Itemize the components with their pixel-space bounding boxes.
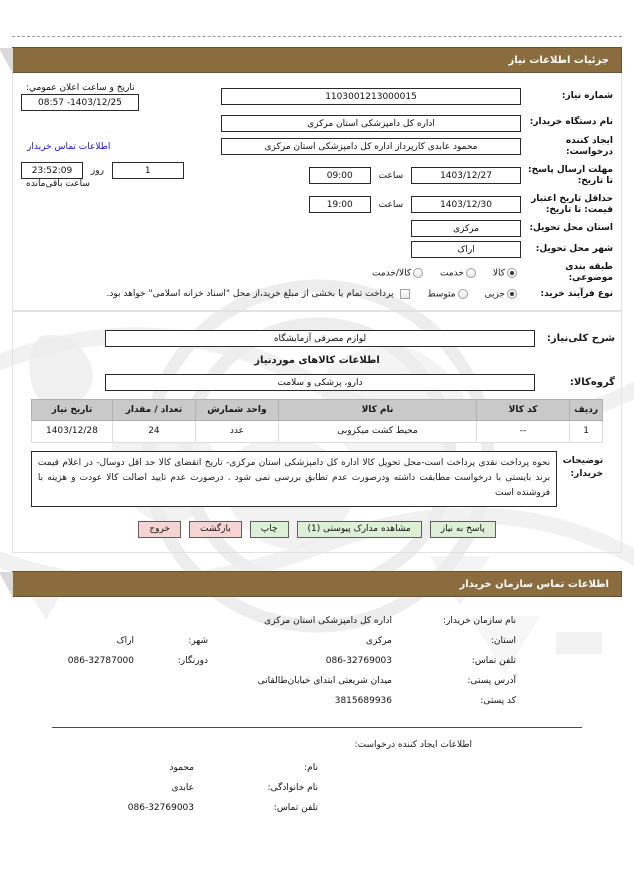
cell-quantity: 24 (112, 420, 195, 442)
contact-spacer-1 (518, 631, 622, 651)
classification-option-0[interactable] (493, 268, 521, 279)
contact-postal-value: 3815689936 (334, 695, 392, 706)
need-details-panel (12, 73, 622, 311)
description-text: نحوه پرداخت نقدی پرداخت است-محل تحویل کالا اداره کل دامپزشکی استان مرکزی- تاریخ انقضای کالا حد اقل دوسال- در اعلام قیمت برند بایستی با درخواست مطابقت داشته ودرصورت عدم تطابق بررسی نمی شود . درصورت عدم تایید اصالت کالا عودت و هزینه با فروشنده است (31, 451, 557, 507)
table-row[interactable] (31, 420, 602, 442)
validity-date-field[interactable]: 1403/12/30 (411, 196, 521, 213)
remaining-days-field[interactable]: 1 (112, 162, 184, 179)
classification-option-0-label: کالا (492, 268, 505, 279)
treasury-note: پرداخت تمام یا بخشی از مبلغ خرید،از محل "اسناد خزانه اسلامی" خواهد بود. (106, 289, 394, 299)
remaining-days-unit: روز (90, 165, 104, 176)
top-divider (12, 36, 622, 37)
page-root (0, 36, 634, 818)
process-radio-medium[interactable] (458, 289, 468, 299)
province-spacer (19, 218, 209, 239)
buyer-org-spacer (19, 113, 209, 134)
creator-last-name-row (12, 778, 622, 798)
creator-first-name-row (12, 758, 622, 778)
corner-shape (0, 48, 13, 74)
contact-city-value: اراک (116, 635, 134, 646)
col-need-date: تاریخ نیاز (31, 399, 112, 420)
classification-label: طبقه بندی موضوعی: (565, 262, 613, 284)
need-details-section-header (12, 47, 622, 73)
creator-phone-value: 086-32769003 (127, 802, 194, 813)
corner-shape-2 (0, 572, 13, 598)
col-row: ردیف (570, 399, 603, 420)
creator-cell (209, 134, 523, 161)
creator-phone-row (12, 798, 622, 818)
city-row (19, 239, 615, 260)
contact-fax-value: 086-32787000 (67, 655, 134, 666)
validity-time-field[interactable]: 19:00 (309, 196, 371, 213)
goods-table-header-row (31, 399, 602, 420)
need-number-cell (209, 81, 523, 113)
creator-field[interactable]: محمود عابدی کارپرداز اداره کل دامپزشکی استان مرکزی (221, 138, 521, 155)
process-options-cell (19, 287, 523, 302)
description-label: توضیحات خریدار: (562, 455, 604, 480)
classification-row (19, 260, 615, 287)
col-code: کد کالا (477, 399, 570, 420)
col-name: نام کالا (278, 399, 476, 420)
contact-city-label: شهر: (188, 635, 208, 646)
creator-last-name-label: نام خانوادگی: (267, 782, 318, 793)
contact-org-label: نام سازمان خریدار: (443, 615, 516, 626)
goods-group-label: گروه‌کالا: (569, 376, 615, 388)
province-field[interactable]: مرکزی (411, 220, 521, 237)
need-details-form (19, 81, 615, 302)
announce-label: تاریخ و ساعت اعلان عمومي: (26, 83, 135, 93)
creator-spacer-1 (320, 778, 622, 798)
deadline-cell (209, 160, 523, 192)
cell-need-date: 1403/12/28 (31, 420, 112, 442)
creator-spacer-2 (320, 798, 622, 818)
announce-datetime-field[interactable]: 1403/12/25- 08:57 (21, 94, 139, 111)
city-cell (209, 239, 523, 260)
buyer-org-cell (209, 113, 523, 134)
cell-unit: عدد (195, 420, 278, 442)
exit-button[interactable]: خروج (138, 521, 181, 538)
need-number-row (19, 81, 615, 113)
city-field[interactable]: اراک (411, 241, 521, 258)
process-radio-minor[interactable] (507, 289, 517, 299)
process-label: نوع فرآیند خرید: (540, 288, 613, 299)
buyer-org-label: نام دستگاه خریدار: (529, 117, 613, 128)
buyer-contact-link[interactable]: اطلاعات تماس خریدار (27, 141, 111, 152)
contact-spacer-4 (518, 691, 622, 711)
contact-postal-label: کد پستی: (480, 695, 516, 706)
process-option-0[interactable] (484, 289, 521, 300)
summary-row (19, 330, 615, 347)
validity-row (19, 192, 615, 219)
creator-phone-label: تلفن تماس: (273, 802, 318, 813)
goods-group-field[interactable]: دارو، پزشکی و سلامت (105, 374, 535, 391)
remaining-label: ساعت باقی‌مانده (26, 179, 90, 189)
contact-org-value: اداره کل دامپزشکی استان مرکزی (264, 615, 392, 626)
contact-postal-row (12, 691, 622, 711)
announce-cell (19, 81, 209, 113)
back-button[interactable]: بازگشت (189, 521, 242, 538)
need-number-label: شماره نیاز: (561, 91, 613, 102)
creator-contact-table (12, 758, 622, 818)
view-attachments-button[interactable]: مشاهده مدارک پیوستی (1) (297, 521, 422, 538)
buyer-contact-section-header (12, 571, 622, 597)
contact-address-label: آدرس پستی: (467, 675, 516, 686)
cell-name: محیط کشت میکروبی (278, 420, 476, 442)
contact-phone-label: تلفن تماس: (471, 655, 516, 666)
contact-spacer-3 (518, 671, 622, 691)
respond-to-need-button[interactable]: پاسخ به نیاز (430, 521, 496, 538)
buyer-org-row (19, 113, 615, 134)
action-button-bar (19, 521, 615, 538)
classification-radio-goods-service[interactable] (413, 268, 423, 278)
buyer-contact-link-cell (19, 134, 209, 161)
col-unit: واحد شمارش (195, 399, 278, 420)
goods-table-head (31, 399, 602, 420)
creator-contact-heading: اطلاعات ایجاد کننده درخواست: (354, 739, 472, 750)
process-option-1[interactable] (427, 289, 471, 300)
contact-province-row (12, 631, 622, 651)
buyer-contact-table (12, 611, 622, 711)
deadline-time-field[interactable]: 09:00 (309, 167, 371, 184)
creator-label: ایجاد کننده درخواست: (565, 135, 613, 157)
goods-info-heading: اطلاعات کالاهای موردنیاز (254, 354, 380, 366)
province-label: استان محل تحویل: (529, 222, 613, 233)
contact-address-row (12, 671, 622, 691)
classification-radio-goods[interactable] (507, 268, 517, 278)
creator-first-name-value: محمود (169, 762, 194, 773)
classification-option-1[interactable] (440, 268, 480, 279)
deadline-hour-label: ساعت (378, 170, 404, 181)
validity-label: حداقل تاریخ اعتبار قیمت: تا تاریخ: (531, 193, 613, 215)
validity-cell (209, 192, 523, 219)
contact-org-row (12, 611, 622, 631)
process-row (19, 287, 615, 302)
city-spacer (19, 239, 209, 260)
summary-field[interactable]: لوازم مصرفی آزمایشگاه (105, 330, 535, 347)
classification-options-cell (19, 260, 523, 287)
classification-option-1-label: خدمت (440, 268, 464, 279)
process-option-0-label: جزیی (484, 289, 505, 300)
contact-province-value: مرکزی (365, 635, 392, 646)
need-number-field[interactable]: 1103001213000015 (221, 88, 521, 105)
validity-spacer (19, 192, 209, 219)
goods-group-row (19, 374, 615, 391)
province-cell (209, 218, 523, 239)
classification-option-2-label: کالا/خدمت (371, 268, 412, 279)
cell-code: -- (477, 420, 570, 442)
province-row (19, 218, 615, 239)
process-option-1-label: متوسط (427, 289, 456, 300)
goods-table-body (31, 420, 602, 442)
validity-hour-label: ساعت (378, 199, 404, 210)
classification-option-2[interactable] (372, 268, 427, 279)
contact-phone-value: 086-32769003 (325, 655, 392, 666)
need-details-title: جزئیات اطلاعات نیاز (508, 55, 609, 66)
goods-table (31, 399, 603, 443)
deadline-row (19, 160, 615, 192)
description-row (31, 451, 603, 507)
contact-phone-row (12, 651, 622, 671)
col-quantity: تعداد / مقدار (112, 399, 195, 420)
buyer-org-field[interactable]: اداره کل دامپزشکی استان مرکزی (221, 115, 521, 132)
cell-row: 1 (570, 420, 603, 442)
remaining-cell (19, 160, 209, 192)
contact-spacer-0 (518, 611, 622, 631)
creator-first-name-label: نام: (304, 762, 318, 773)
summary-panel (12, 311, 622, 553)
contact-spacer-2 (518, 651, 622, 671)
treasury-checkbox[interactable] (400, 289, 410, 299)
summary-label: شرح کلی‌نیاز: (546, 332, 615, 344)
creator-spacer-0 (320, 758, 622, 778)
creator-divider (52, 727, 582, 728)
remaining-clock-field[interactable]: 23:52:09 (21, 162, 83, 179)
contact-province-label: استان: (490, 635, 516, 646)
contact-fax-label: دورنگار: (177, 655, 208, 666)
deadline-label: مهلت ارسال پاسخ: تا تاریخ: (528, 164, 613, 186)
buyer-contact-title: اطلاعات تماس سازمان خریدار (459, 578, 609, 590)
creator-last-name-value: عابدی (171, 782, 194, 793)
contact-address-value: میدان شریعتی ابتدای خیابان‌طالقانی (257, 675, 392, 686)
city-label: شهر محل تحویل: (535, 243, 613, 254)
creator-row (19, 134, 615, 161)
classification-radio-service[interactable] (466, 268, 476, 278)
print-button[interactable]: چاپ (250, 521, 289, 538)
deadline-date-field[interactable]: 1403/12/27 (411, 167, 521, 184)
